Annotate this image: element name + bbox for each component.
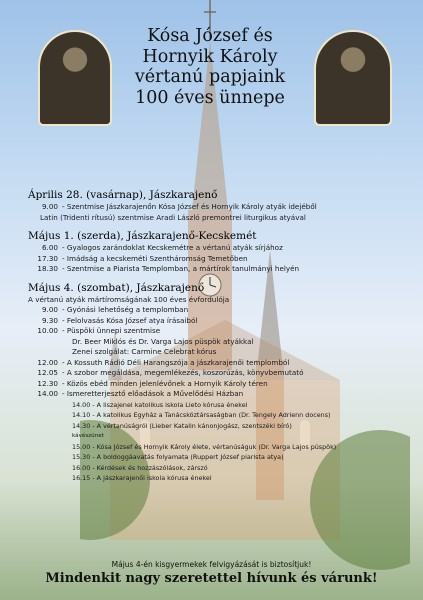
program-text: Latin (Tridenti rítusú) szentmise Aradi László premontrei liturgikus atyával <box>40 212 306 222</box>
program-item <box>28 358 408 369</box>
program-text: - A szobor megáldása, megemlékezés, koszorúzás, könyvbemutató <box>62 368 304 377</box>
program-text: - Felolvasás Kósa József atya írásaiból <box>62 315 198 325</box>
program-text: 14.00 - A liszajenei katolikus iskola Lieto kórusa énekel <box>72 400 248 409</box>
program-item <box>28 213 408 224</box>
program-time: 9.30 <box>41 315 58 325</box>
program-item <box>28 326 408 337</box>
program-time: 9.00 <box>41 305 58 314</box>
program <box>28 182 408 484</box>
program-time: 12.05 <box>37 368 58 377</box>
program-subitem <box>28 410 408 421</box>
program-time: 10.00 <box>37 326 58 335</box>
program-item <box>28 243 408 254</box>
invitation-closing: Mindenkit nagy szeretettel hívunk és várunk! <box>45 571 378 586</box>
program-item <box>28 202 408 213</box>
program-subitem <box>28 442 408 453</box>
program-text: 14.30 - A vértanúságról (Lieber Katalin kánonjogász, szentszéki bíró) <box>72 421 292 430</box>
childcare-note: Május 4-én kisgyermekek felvigyázását is biztosítjuk! <box>111 560 312 569</box>
program-text: Dr. Beer Miklós és Dr. Varga Lajos püspök atyákkal <box>72 336 254 346</box>
program-time: 9.00 <box>41 202 58 211</box>
program-text: 15.00 - Kósa József és Hornyik Károly élete, vértanúságuk (Dr. Varga Lajos püspök) <box>72 442 337 451</box>
program-item <box>28 295 408 306</box>
program-item <box>28 264 408 275</box>
program-text: 15.30 - A boldoggáavatás folyamata (Ruppert József piarista atya) <box>72 453 284 461</box>
portrait-hornyik-karoly <box>314 30 392 126</box>
section-heading: Május 1. (szerda), Jászkarajenő-Kecskemét <box>28 230 257 242</box>
program-item <box>28 368 408 379</box>
program-text: - Gyalogos zarándoklat Kecskemétre a vértanú atyák sírjához <box>62 243 283 252</box>
program-text: - Közös ebéd minden jelenlévőnek a Hornyik Károly téren <box>62 378 268 388</box>
portrait-kosa-jozsef <box>38 30 112 126</box>
program-text: 16.15 - A jászkarajenői iskola kórusa énekel <box>72 474 212 482</box>
program-subitem <box>28 452 408 463</box>
title-line: 100 éves ünnepe <box>135 87 285 108</box>
program-item <box>28 316 408 327</box>
program-time: 12.00 <box>37 357 58 367</box>
program-subitem <box>28 400 408 411</box>
program-item <box>28 347 408 358</box>
program-item <box>28 389 408 400</box>
section-heading: Április 28. (vasárnap), Jászkarajenő <box>28 189 218 201</box>
program-text: - Szentmise Jászkarajenőn Kósa József és Hornyik Károly atyák idejéből <box>62 202 317 211</box>
section-heading: Május 4. (szombat), Jászkarajenő <box>28 281 205 294</box>
program-time: 6.00 <box>41 243 58 252</box>
program-subitem <box>28 421 408 432</box>
program-time: 17.30 <box>37 253 58 263</box>
program-text: 14.10 - A katolikus Egyház a Tanácsköztársaságban (Dr. Tengely Adrienn docens) <box>72 411 331 419</box>
program-text: - Ismeretterjesztő előadások a Művelődési Házban <box>62 389 244 398</box>
program-subitem <box>28 431 408 442</box>
program-text: - Püspöki ünnepi szentmise <box>62 326 161 335</box>
program-item <box>28 337 408 348</box>
program-time: 18.30 <box>37 264 58 273</box>
program-text: Zenei szolgálat: Carmine Celebrat kórus <box>72 347 217 356</box>
program-item <box>28 379 408 390</box>
title-line: Kósa József és <box>147 26 273 46</box>
program-text: 16.00 - Kérdések és hozzászólások, zárszó <box>72 463 208 472</box>
title-line: vértanú papjaink <box>134 67 286 87</box>
title-line: Hornyik Károly <box>142 46 278 67</box>
program-subitem <box>28 463 408 474</box>
event-title <box>110 26 310 108</box>
program-subitem <box>28 473 408 484</box>
program-text: - Szentmise a Piarista Templomban, a mártírok tanulmányi helyén <box>62 264 300 273</box>
program-text: - Gyónási lehetőség a templomban <box>62 305 189 314</box>
program-item <box>28 254 408 265</box>
program-text: kávészünet <box>72 433 104 439</box>
program-item <box>28 305 408 316</box>
program-text: A vértanú atyák mártíromságának 100 éves évfordulója <box>28 294 230 304</box>
program-time: 14.00 <box>37 389 58 398</box>
program-text: - A Kossuth Rádió Déli Harangszója a jászkarajenői templomból <box>62 357 290 367</box>
program-text: - Imádság a kecskeméti Szentháromság Temetőben <box>62 253 248 263</box>
program-time: 12.30 <box>37 378 58 388</box>
